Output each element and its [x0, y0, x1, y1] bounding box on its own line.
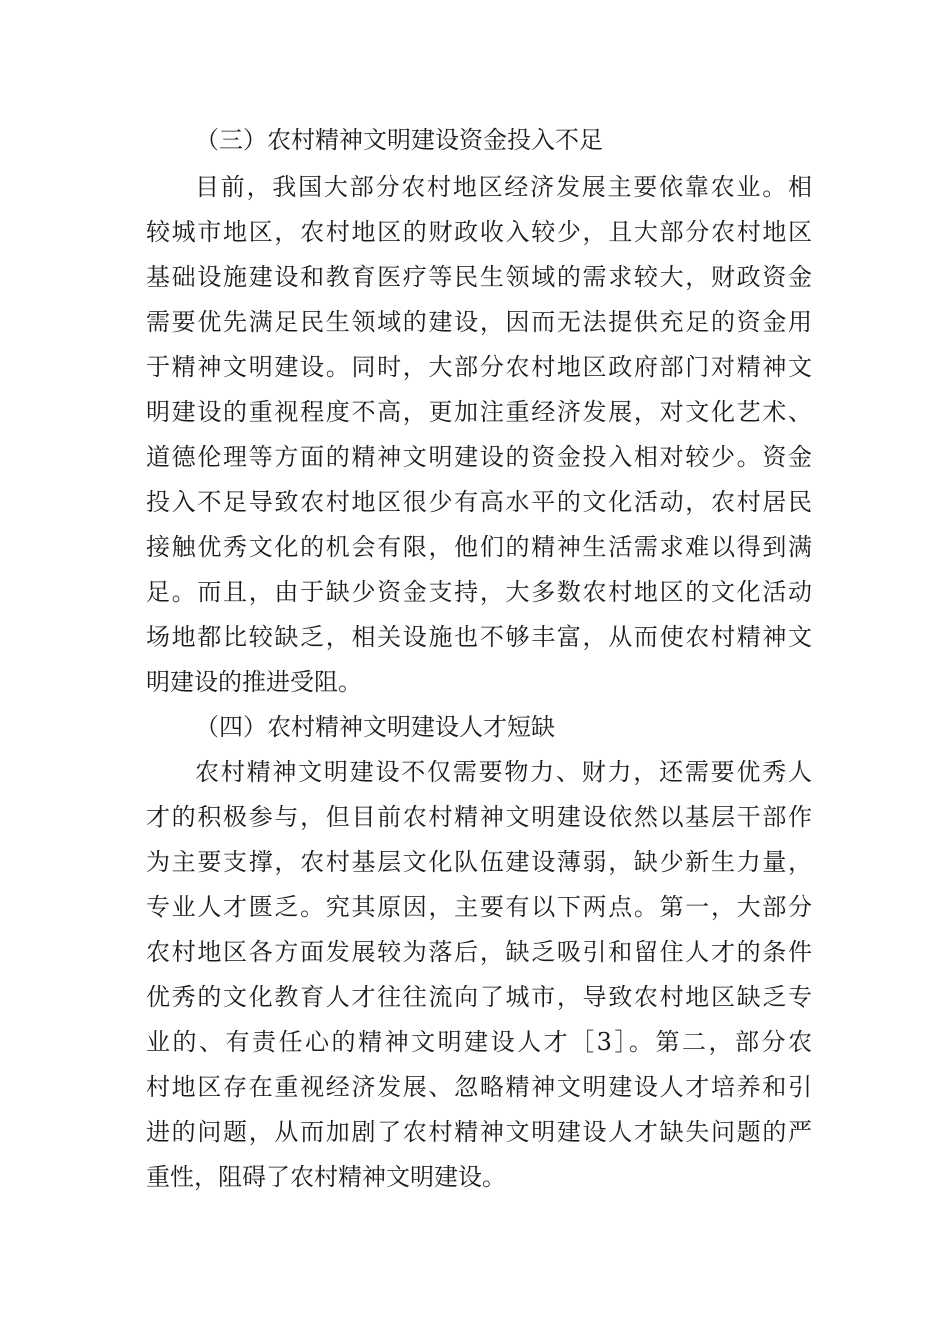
- paragraph-line: 优秀的文化教育人才往往流向了城市，导致农村地区缺乏专: [146, 983, 812, 1011]
- paragraph-line: 足。而且，由于缺少资金支持，大多数农村地区的文化活动: [146, 578, 812, 606]
- paragraph-line: 接触优秀文化的机会有限，他们的精神生活需求难以得到满: [146, 533, 812, 561]
- paragraph-line: 于精神文明建设。同时，大部分农村地区政府部门对精神文: [146, 353, 812, 381]
- paragraph-line: 明建设的重视程度不高，更加注重经济发展，对文化艺术、: [146, 398, 812, 426]
- paragraph-line: 基础设施建设和教育医疗等民生领域的需求较大，财政资金: [146, 263, 812, 291]
- paragraph-line: 道德伦理等方面的精神文明建设的资金投入相对较少。资金: [146, 443, 812, 471]
- paragraph-line: 专业人才匮乏。究其原因，主要有以下两点。第一，大部分: [146, 893, 812, 921]
- paragraph-line: 场地都比较缺乏，相关设施也不够丰富，从而使农村精神文: [146, 623, 812, 651]
- paragraph-line: 村地区存在重视经济发展、忽略精神文明建设人才培养和引: [146, 1073, 812, 1101]
- paragraph-line: 农村精神文明建设不仅需要物力、财力，还需要优秀人: [195, 758, 812, 786]
- paragraph-line: 明建设的推进受阻。: [146, 668, 362, 696]
- section-heading-3: （三）农村精神文明建设资金投入不足: [195, 126, 603, 154]
- paragraph-line: 业的、有责任心的精神文明建设人才［3］。第二，部分农: [146, 1028, 812, 1056]
- paragraph-line: 为主要支撑，农村基层文化队伍建设薄弱，缺少新生力量，: [146, 848, 812, 876]
- paragraph-line: 需要优先满足民生领域的建设，因而无法提供充足的资金用: [146, 308, 812, 336]
- paragraph-line: 才的积极参与，但目前农村精神文明建设依然以基层干部作: [146, 803, 812, 831]
- section-heading-4: （四）农村精神文明建设人才短缺: [195, 713, 555, 741]
- paragraph-line: 投入不足导致农村地区很少有高水平的文化活动，农村居民: [146, 488, 812, 516]
- paragraph-line: 进的问题，从而加剧了农村精神文明建设人才缺失问题的严: [146, 1118, 812, 1146]
- paragraph-line: 较城市地区，农村地区的财政收入较少，且大部分农村地区: [146, 218, 812, 246]
- paragraph-line: 目前，我国大部分农村地区经济发展主要依靠农业。相: [195, 173, 812, 201]
- paragraph-line: 重性，阻碍了农村精神文明建设。: [146, 1163, 506, 1191]
- paragraph-line: 农村地区各方面发展较为落后，缺乏吸引和留住人才的条件: [146, 938, 812, 966]
